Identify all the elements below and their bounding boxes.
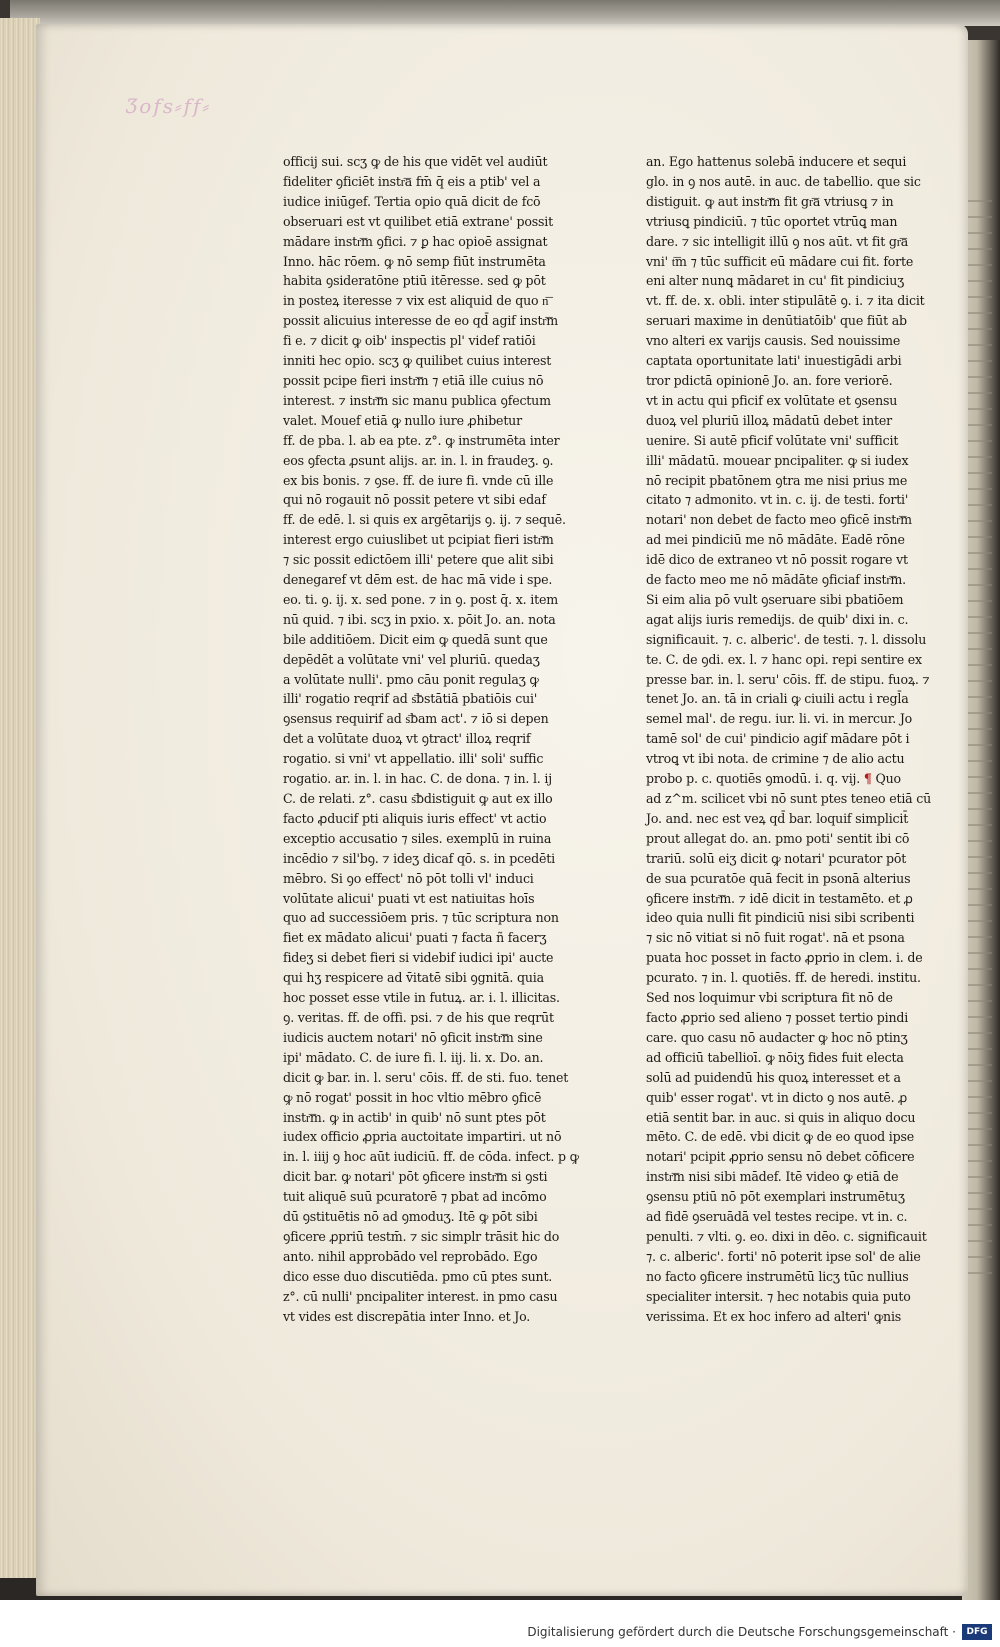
text-line: qui nō rogauit nō possit petere vt sibi edaf	[283, 492, 546, 508]
text-line: fiet ex mādato alicui' puati ⁊ facta ñ facerʒ	[283, 930, 547, 946]
text-line: vtriusꝗ pindiciū. ⁊ tūc oportet vtrūꝗ man	[646, 213, 898, 229]
text-line: significauit. ⁊. c. alberic'. de testi. ⁊. l. dissolu	[646, 631, 927, 647]
text-line: eo. ti. ꝯ. ij. x. sed pone. ⁊ in ꝯ. post q̄. x. item	[283, 591, 558, 607]
text-line: Si eim alia pō vult ꝯseruare sibi pbatiōem	[646, 591, 904, 607]
text-line: vt vides est discrepātia inter Inno. et Jo.	[283, 1308, 531, 1324]
text-line: ff. de edē. l. si quis ex argētarijs ꝯ. ij. ⁊ sequē.	[283, 512, 566, 528]
text-line: idē dico de extraneo vt nō possit rogare vt	[646, 552, 908, 568]
text-line: volūtate alicui' puati vt est natiuitas hoīs	[283, 890, 535, 906]
text-line: presse bar. in. l. seru' cōis. ff. de stipu. fuoꝝ. ⁊	[646, 671, 930, 687]
text-line: valet. Mouef etiā ꝙ nullo iure ꝓhibetur	[283, 412, 522, 428]
text-line: de facto meo me nō mādāte ꝯficiaf instr͞m.	[646, 572, 906, 588]
text-line: nū quid. ⁊ ibi. scʒ in pxio. x. pōit Jo. an. nota	[283, 611, 556, 627]
text-line: de sua pcuratōe quā fecit in psonā alterius	[646, 870, 911, 886]
text-line: ad officiū tabellioī. ꝙ nōiʒ fides fuit electa	[646, 1049, 904, 1065]
text-line: quib' esser rogat'. vt in dicto ꝯ nos autē. ꝓ	[646, 1089, 908, 1105]
text-line: vt. ff. de. x. obli. inter stipulātē ꝯ. i. ⁊ ita dicit	[646, 293, 925, 309]
text-line: iudice iniūgef. Tertia opio quā dicit de fcō	[283, 193, 541, 209]
text-line: ⁊ sic nō vitiat si nō fuit rogat'. nā et psona	[646, 930, 905, 946]
text-line: tuit aliquē suū pcuratorē ⁊ pbat ad incōmo	[283, 1189, 547, 1205]
text-line: habita ꝯsideratōne ptiū itēresse. sed ꝙ pōt	[283, 273, 546, 289]
left-text-column	[283, 152, 579, 1326]
text-line: vt in actu qui pficif ex volūtate et ꝯsensu	[646, 392, 898, 408]
text-line: duoꝝ vel pluriū illoꝝ mādatū debet inter	[646, 412, 892, 428]
text-line: instr͞m. ꝙ in actib' in quib' nō sunt ptes pōt	[283, 1109, 546, 1125]
text-line: rogatio. ar. in. l. in hac. C. de dona. ⁊ in. l. ij	[283, 771, 552, 787]
footer-bar	[0, 1600, 1000, 1647]
text-line: an. Ego hattenus solebā inducere et sequi	[646, 154, 907, 169]
margin-pencil-note: Ʒofs⸗ff⸗	[126, 94, 212, 118]
text-line: C. de relati. z°. casu s͞bdistiguit ꝙ aut ex illo	[283, 791, 553, 806]
text-line: notari' pcipit ꝓprio sensu nō debet cōficere	[646, 1149, 915, 1165]
text-line: ad fidē ꝯseruādā vel testes recipe. vt in. c.	[646, 1209, 908, 1225]
text-line: ff. de pba. l. ab ea pte. z°. ꝙ instrumēta inter	[283, 432, 560, 448]
text-line: Sed nos loquimur vbi scriptura fit nō de	[646, 990, 893, 1006]
text-line: obseruari est vt quilibet etiā extrane' possit	[283, 213, 553, 229]
text-line: ⁊. c. alberic'. forti' nō poterit ipse sol' de alie	[646, 1248, 921, 1264]
text-line: dare. ⁊ sic intelligit illū ꝯ nos aūt. vt fit gr͞a	[646, 233, 909, 249]
text-line: ꝯsensu ptiū nō pōt exemplari instrumētuʒ	[646, 1189, 905, 1205]
text-line: mēbro. Si ꝯo effect' nō pōt tolli vl' induci	[283, 870, 534, 886]
text-line: mēto. C. de edē. vbi dicit ꝙ de eo quod ipse	[646, 1129, 914, 1145]
text-line: dicit bar. ꝙ notari' pōt ꝯficere instr͞m si ꝯsti	[283, 1169, 548, 1185]
right-text-column	[646, 152, 932, 1326]
text-line: verissima. Et ex hoc infero ad alteri' ꝙnis	[646, 1308, 902, 1324]
text-line: ad z^m. scilicet vbi nō sunt ptes teneo etiā cū	[646, 791, 932, 806]
text-line: facto ꝓprio sed alieno ⁊ posset tertio pindi	[646, 1009, 909, 1025]
dfg-logo: DFG	[962, 1624, 992, 1640]
text-line: eni alter nunꝗ mādaret in cu' fit pindiciuʒ	[646, 273, 905, 289]
text-line: qui hʒ respicere ad v̄itatē sibi ꝯgnitā. quia	[283, 970, 544, 986]
text-line: captata oportunitate lati' inuestigādi arbi	[646, 353, 902, 369]
text-line: hoc posset esse vtile in futuꝝ. ar. i. l. illicitas.	[283, 990, 560, 1006]
text-line: solū ad puidendū his quoꝝ interesset et a	[646, 1069, 901, 1085]
book-page-edges	[0, 18, 40, 1578]
text-line: interest ergo cuiuslibet ut pcipiat fieri istr͞m	[283, 532, 554, 548]
text-line: tror pdictā opinionē Jo. an. fore veriorē.	[646, 372, 893, 388]
text-line: iudicis auctem notari' nō ꝯficit instr͞m sine	[283, 1029, 543, 1045]
text-line: ꝯficere ꝓpriū testm̄. ⁊ sic simplr trāsit hic do	[283, 1228, 560, 1244]
text-line: depēdēt a volūtate vni' vel pluriū. quedaʒ	[283, 651, 540, 667]
text-line: possit alicuius interesse de eo qd̄ agif instr͞m	[283, 313, 559, 329]
text-line: pcurato. ⁊ in. l. quotiēs. ff. de heredi. institu.	[646, 970, 921, 986]
text-line: interest. ⁊ instr͞m sic manu publica ꝯfectum	[283, 392, 551, 408]
text-line: exceptio accusatio ⁊ siles. exemplū in ruina	[283, 830, 552, 846]
text-line: specialiter intersit. ⁊ hec notabis quia puto	[646, 1288, 911, 1304]
text-line: tamē sol' de cui' pindicio agif mādare pōt i	[646, 731, 910, 747]
book-top-edge	[10, 0, 1000, 26]
text-line: incēdio ⁊ sil'bꝯ. ⁊ ideʒ dicaf qō. s. in pcedēti	[283, 850, 555, 866]
text-line: dū ꝯstituētis nō ad ꝯmoduʒ. Itē ꝙ pōt sibi	[283, 1209, 538, 1225]
text-line: illi' mādatū. mouear pncipaliter. ꝙ si iudex	[646, 452, 909, 468]
text-line: vni' t͞m ⁊ tūc sufficit eū mādare cui fit. forte	[646, 253, 914, 269]
text-line: det a volūtate duoꝝ vt ꝯtract' illoꝝ reqrif	[283, 731, 531, 747]
text-line: etiā sentit bar. in auc. si quis in aliquo docu	[646, 1109, 916, 1125]
text-line: penulti. ⁊ vlti. ꝯ. eo. dixi in dēo. c. significauit	[646, 1228, 927, 1244]
text-line: fideʒ si debet fieri si videbif iudici ipi' aucte	[283, 950, 554, 966]
text-line: officij sui. scʒ ꝙ de his que vidēt vel audiūt	[283, 154, 548, 169]
text-line: iudex officio ꝓpria auctoitate impartiri. ut nō	[283, 1129, 562, 1145]
text-line: in. l. iiij ꝯ hoc aūt iudiciū. ff. de cōda. infect. p ꝙ	[283, 1149, 579, 1165]
text-line: in posteꝝ iteresse ⁊ vix est aliquid de quo n͞	[283, 293, 549, 309]
text-line: denegaref vt dēm est. de hac mā vide i spe.	[283, 572, 553, 588]
text-line: glo. in ꝯ nos autē. in auc. de tabellio. que sic	[646, 173, 921, 189]
text-line: ꝯsensus requirif ad s͞bam act'. ⁊ iō si depen	[283, 711, 549, 727]
text-line: ex bis bonis. ⁊ ꝯse. ff. de iure fi. vnde cū ille	[283, 472, 554, 488]
text-line: dico esse duo discutiēda. pmo cū ptes sunt.	[283, 1268, 553, 1284]
text-line: ipi' mādato. C. de iure fi. l. iij. li. x. Do. an.	[283, 1049, 544, 1065]
text-line: te. C. de ꝯdi. ex. l. ⁊ hanc opi. repi sentire ex	[646, 651, 922, 667]
text-line: tenet Jo. an. tā in criali ꝙ ciuili actu i regl̄a	[646, 691, 909, 707]
text-line: vno alteri ex varijs causis. Sed nouissime	[646, 333, 901, 349]
text-line: uenire. Si autē pficif volūtate vni' sufficit	[646, 432, 899, 448]
text-line: nō recipit pbatōnem ꝯtra me nisi prius me	[646, 472, 908, 488]
facing-page-text	[968, 200, 992, 1280]
text-line: fideliter ꝯficiēt instr͞a fm̄ q̄ eis a ptib' vel a	[283, 173, 541, 189]
text-line: Inno. hāc rōem. ꝙ nō semp fiūt instrumēta	[283, 253, 546, 269]
text-line: ꝯficere instr͞m. ⁊ idē dicit in testamēto. et ꝓ	[646, 890, 913, 906]
text-line: fi e. ⁊ dicit ꝙ oib' inspectis pl' videf ratiōi	[283, 333, 536, 349]
text-line: no facto ꝯficere instrumētū licʒ tūc nullius	[646, 1268, 909, 1284]
text-line: bile additiōem. Dicit eim ꝙ quedā sunt que	[283, 631, 548, 647]
funding-credit: Digitalisierung gefördert durch die Deutsche Forschungsgemeinschaft ·	[527, 1625, 956, 1639]
text-line: possit pcipe fieri instr͞m ⁊ etiā ille cuius nō	[283, 372, 544, 388]
text-line: illi' rogatio reqrif ad s͞bstātiā pbatiōis cui'	[283, 691, 538, 707]
text-line: z°. cū nulli' pncipaliter interest. in pmo casu	[283, 1288, 558, 1304]
text-line: distiguit. ꝙ aut instr͞m fit gr͞a vtriusꝗ ⁊ in	[646, 193, 894, 209]
text-line: inniti hec opio. scʒ ꝙ quilibet cuius interest	[283, 353, 552, 369]
text-line: instr͞m nisi sibi mādef. Itē video ꝙ etiā de	[646, 1169, 899, 1185]
text-line: ꝙ nō rogat' possit in hoc vltio mēbro ꝯficē	[283, 1089, 542, 1105]
text-line: facto ꝓducif pti aliquis iuris effect' vt actio	[283, 810, 547, 826]
text-line: seruari maxime in denūtiatōib' que fiūt ab	[646, 313, 907, 329]
text-line: notari' non debet de facto meo ꝯficē instr͞m	[646, 512, 912, 528]
text-line: mādare instr͞m ꝯfici. ⁊ ꝑ hac opioē assignat	[283, 233, 548, 249]
text-line: ideo quia nulli fit pindiciū nisi sibi scribenti	[646, 910, 915, 926]
text-line: vtroꝗ vt ibi nota. de crimine ⁊ de alio actu	[646, 751, 905, 767]
text-line: probo p. c. quotiēs ꝯmodū. i. q. vij. ¶ Quo	[646, 771, 901, 787]
text-line: dicit ꝙ bar. in. l. seru' cōis. ff. de sti. fuo. tenet	[283, 1069, 569, 1085]
text-line: agat alijs iuris remedijs. de quib' dixi in. c.	[646, 611, 909, 627]
text-line: puata hoc posset in facto ꝓprio in clem. i. de	[646, 950, 923, 966]
text-line: semel mal'. de regu. iur. li. vi. in mercur. Jo	[646, 711, 913, 727]
text-line: eos ꝯfecta ꝓsunt alijs. ar. in. l. in fraudeʒ. ꝯ.	[283, 452, 554, 468]
text-line: citato ⁊ admonito. vt in. c. ij. de testi. forti'	[646, 492, 909, 508]
text-line: rogatio. si vni' vt appellatio. illi' soli' suffic	[283, 751, 544, 767]
text-line: quo ad successiōem pris. ⁊ tūc scriptura non	[283, 910, 559, 926]
text-line: anto. nihil approbādo vel reprobādo. Ego	[283, 1248, 538, 1264]
text-line: ⁊ sic possit edictōem illi' petere que alit sibi	[283, 552, 554, 568]
text-line: prout allegat do. an. pmo poti' sentit ibi cō	[646, 830, 910, 846]
text-line: ꝯ. veritas. ff. de offi. psi. ⁊ de his que reqrūt	[283, 1009, 554, 1025]
text-line: ad mei pindiciū me nō mādāte. Eadē rōne	[646, 532, 905, 548]
text-line: Jo. and. nec est veꝝ qd̄ bar. loquif simplicit̄	[646, 810, 909, 826]
text-line: a volūtate nulli'. pmo cāu ponit regulaʒ ꝙ	[283, 671, 539, 687]
text-line: care. quo casu nō audacter ꝙ hoc nō ptinʒ	[646, 1029, 908, 1045]
text-line: trariū. solū eiʒ dicit ꝙ notari' pcurator pōt	[646, 850, 907, 866]
